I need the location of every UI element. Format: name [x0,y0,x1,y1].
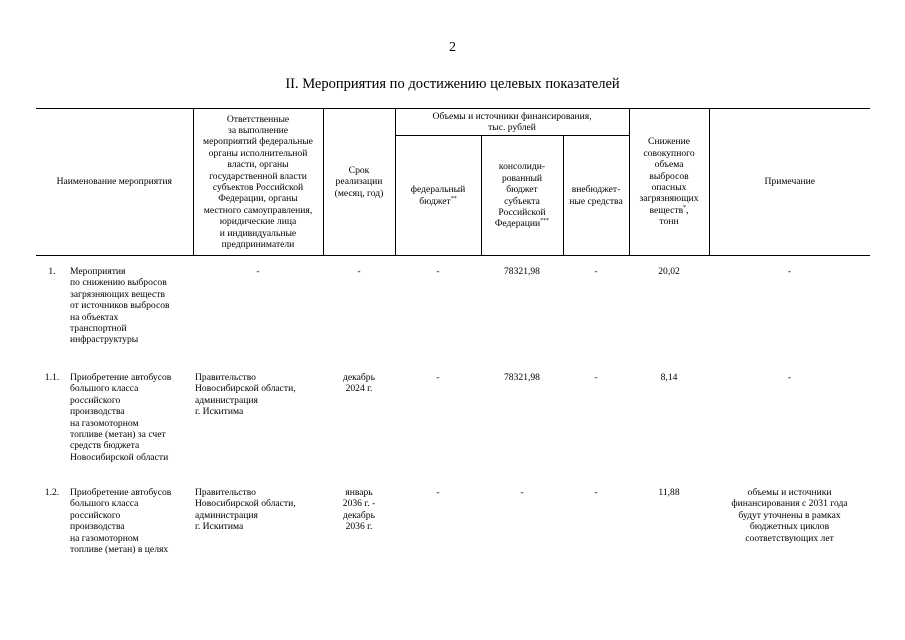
row-extra: - [594,266,598,277]
row-reduction: 11,88 [658,487,680,498]
row-responsible: - [256,266,260,277]
row-measure-name: Мероприятия по снижению выбросов загрязняющих веществ от источников выбросов на объектах транспортной инфраструктуры [70,266,170,346]
row-federal: - [436,266,440,277]
col-header-note: Примечание [709,109,870,256]
row-responsible: Правительство Новосибирской области, администрация г. Искитима [195,372,296,418]
row-reduction: 8,14 [660,372,678,383]
col-header-reduction: Снижение совокупного объема выбросов опасных загрязняющих веществ*, тонн [629,109,709,256]
header-row-top [36,109,870,136]
row-responsible: Правительство Новосибирской области, администрация г. Искитима [195,487,296,533]
row-federal: - [436,372,440,383]
row-regional: - [520,487,524,498]
row-measure-name: Приобретение автобусов большого класса российского производства на газомоторном топливе (метан) за счет средств бюджета Новосибирской области [70,372,172,463]
row-extra: - [594,487,598,498]
col-header-funding: Объемы и источники финансирования, тыс. рублей [395,109,629,136]
row-regional: 78321,98 [504,266,540,277]
row-note: - [787,266,792,277]
page-number: 2 [449,40,456,55]
row-number: 1.1. [44,372,60,383]
row-reduction: 20,02 [658,266,680,277]
col-header-term: Срок реализации (месяц, год) [323,109,395,256]
row-term: - [357,266,361,277]
col-header-extra: внебюджет- ные средства [563,136,629,256]
row-number: 1. [48,266,56,277]
row-regional: 78321,98 [504,372,540,383]
measures-table [36,108,870,555]
row-term: декабрь 2024 г. [343,372,375,395]
row-federal: - [436,487,440,498]
row-extra: - [594,372,598,383]
row-term: январь 2036 г. - декабрь 2036 г. [342,487,376,533]
row-measure-name: Приобретение автобусов большого класса российского производства на газомоторном топливе (метан) в целях [70,487,172,556]
col-header-responsible: Ответственные за выполнение мероприятий федеральные органы исполнительной власти, органы государственной власти субъектов Российской Федерации, органы местного самоуправления, юридические лица и индивидуальные предприниматели [193,109,323,256]
section-heading: II. Мероприятия по достижению целевых показателей [285,76,620,92]
row-note: - [787,372,792,383]
table-row [36,368,870,483]
row-note: объемы и источники финансирования с 2031 года будут уточнены в рамках бюджетных циклов соответствующих лет [731,487,848,544]
table-row [36,262,870,368]
table-row [36,483,870,555]
col-header-federal: федеральный бюджет** [395,136,481,256]
row-number: 1.2. [44,487,60,498]
col-header-name: Наименование мероприятия [36,109,193,256]
col-header-regional: консолиди- рованный бюджет субъекта Российской Федерации*** [481,136,563,256]
